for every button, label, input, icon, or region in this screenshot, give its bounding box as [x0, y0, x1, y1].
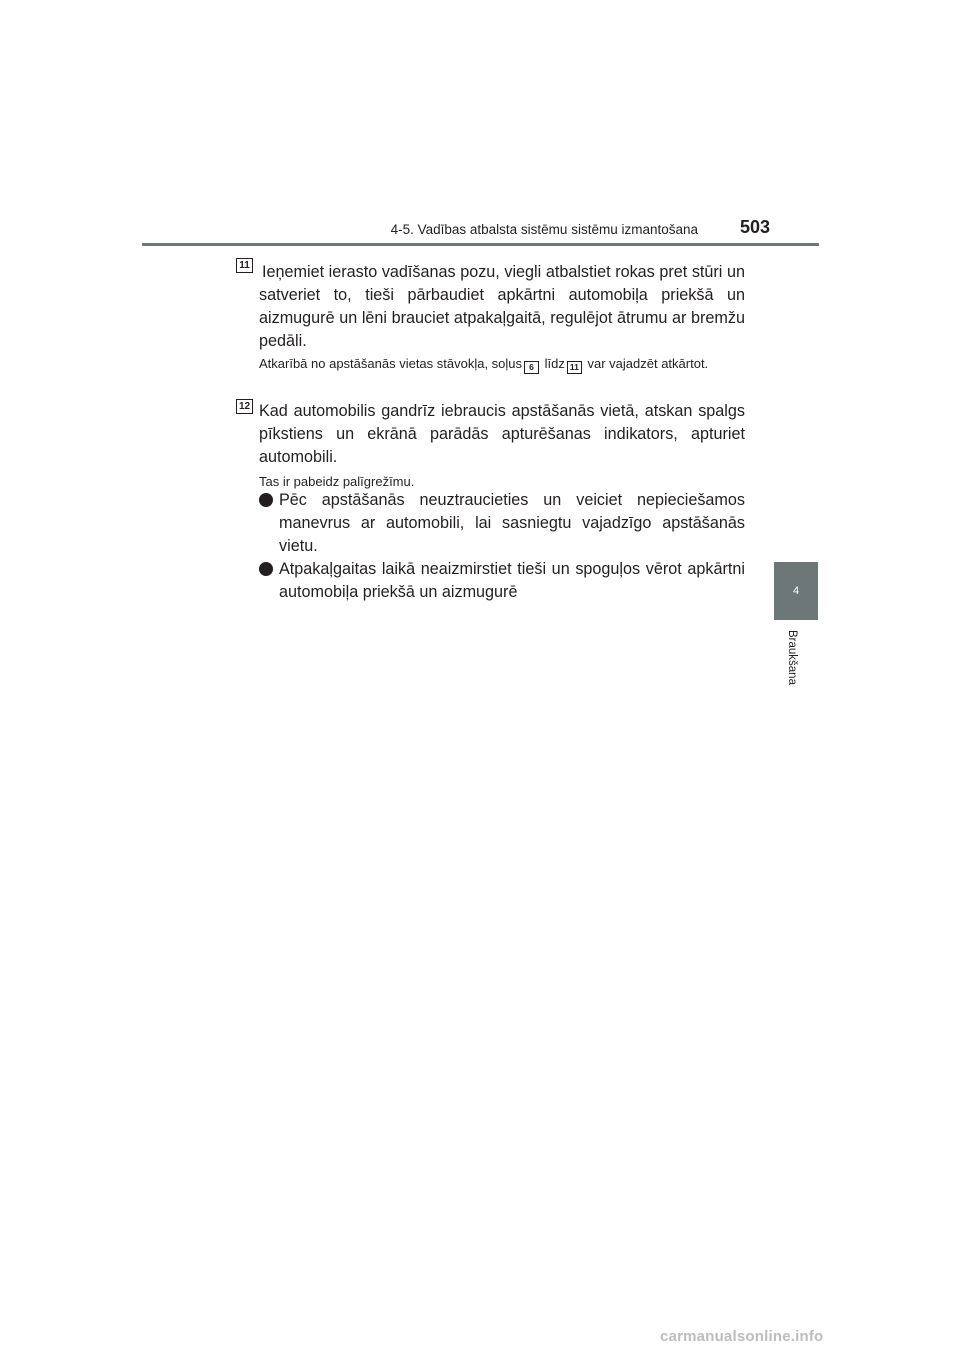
note-text-after: var vajadzēt atkārtot.	[583, 356, 709, 371]
step-reference-badge: 6	[524, 361, 539, 374]
step-note: Tas ir pabeidz palīgrežīmu.	[259, 474, 415, 489]
list-item-text: Pēc apstāšanās neuztraucieties un veiciet nepieciešamos manevrus ar automobili, lai sasniegtu vajadzīgo apstāšanās vietu.	[279, 491, 745, 555]
list-item-text: Atpakaļgaitas laikā neaizmirstiet tieši un spoguļos vērot apkārtni automobiļa priekšā un aizmugurē	[279, 560, 745, 601]
watermark: carmanualsonline.info	[660, 1328, 824, 1345]
chapter-tab[interactable]	[774, 562, 818, 620]
page-number: 503	[740, 217, 771, 237]
step-number-badge: 12	[236, 399, 253, 414]
bullet-icon	[259, 562, 273, 576]
chapter-label: Braukšana	[786, 630, 798, 685]
list-item	[259, 489, 745, 558]
step-text: Kad automobilis gandrīz iebraucis apstāšanās vietā, atskan spalgs pīkstiens un ekrānā parādās apturēšanas indikators, apturiet automobili.	[259, 402, 745, 466]
step-number-badge: 11	[236, 258, 253, 273]
step-reference-badge: 11	[567, 361, 582, 374]
bullet-icon	[259, 493, 273, 507]
header-divider	[142, 243, 819, 246]
list-item	[259, 558, 745, 604]
section-title: 4-5. Vadības atbalsta sistēmu sistēmu izmantošana	[390, 222, 698, 237]
step-text: Ieņemiet ierasto vadīšanas pozu, viegli atbalstiet rokas pret stūri un satveriet to, tieši pārbaudiet apkārtni automobiļa priekšā un aizmugurē un lēni brauciet atpakaļgaitā, regulējot ātrumu ar bremžu pedāli.	[259, 263, 745, 350]
step-note	[259, 356, 745, 374]
chapter-number: 4	[792, 585, 800, 597]
note-text-middle: līdz	[541, 356, 565, 371]
note-text-before: Atkarībā no apstāšanās vietas stāvokļa, soļus	[259, 356, 523, 371]
